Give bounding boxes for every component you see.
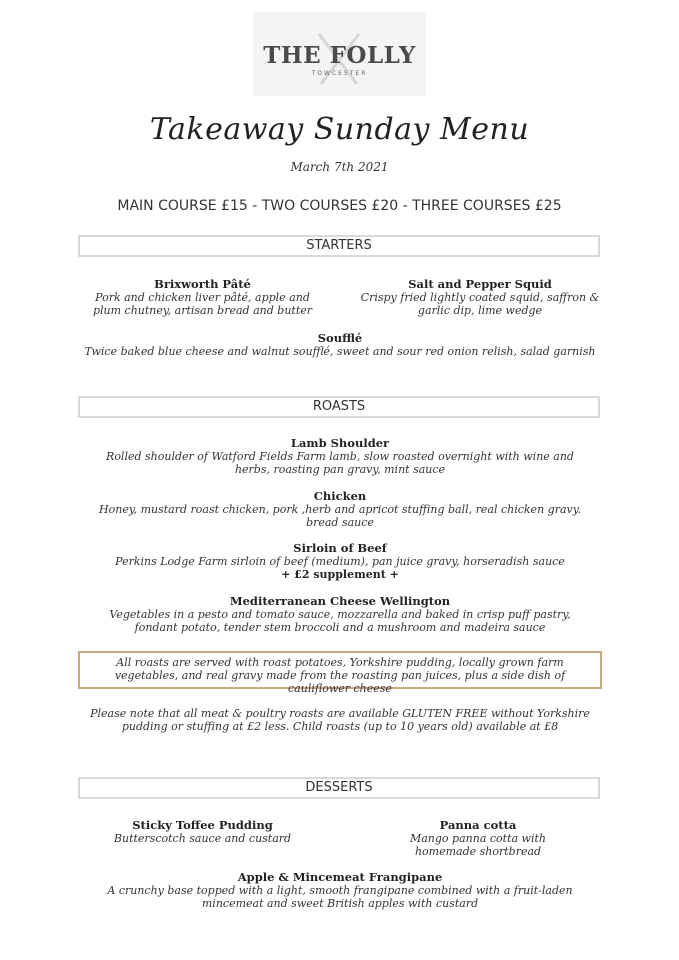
dish-description: Mango panna cotta with homemade shortbread [409, 832, 546, 858]
supplement-note: + £2 supplement + [281, 568, 399, 581]
logo-name: THE FOLLY [263, 42, 416, 69]
section-header-roasts: ROASTS [78, 396, 600, 418]
dish-description: Pork and chicken liver pâté, apple and plum chutney, artisan bread and butter [92, 291, 313, 317]
gluten-free-note: Please note that all meat & poultry roasts are available GLUTEN FREE without Yorkshire pudding or stuffing at £2 less. Child roasts (up to 10 years old) available at £8 [90, 707, 590, 733]
dish-name: Sticky Toffee Pudding [132, 818, 273, 832]
dish-description: Rolled shoulder of Watford Fields Farm lamb, slow roasted overnight with wine and herbs, roasting pan gravy, mint sauce [106, 450, 574, 476]
dish-name: Chicken [313, 489, 367, 503]
dish-name: Apple & Mincemeat Frangipane [237, 870, 443, 884]
dish-description: A crunchy base topped with a light, smooth frangipane combined with a fruit-laden mincemeat and sweet British apples with custard [107, 884, 573, 910]
dish-description: Twice baked blue cheese and walnut soufflé, sweet and sour red onion relish, salad garnish [84, 345, 596, 358]
dish-lamb-shoulder [95, 437, 585, 476]
dish-description: Crispy fried lightly coated squid, saffron & garlic dip, lime wedge [360, 291, 600, 317]
dish-description: Perkins Lodge Farm sirloin of beef (medium), pan juice gravy, horseradish sauce [115, 555, 565, 568]
dish-description: Honey, mustard roast chicken, pork ,herb and apricot stuffing ball, real chicken gravy. bread sauce [99, 503, 581, 529]
dish-name: Brixworth Pâté [154, 277, 251, 291]
dish-name: Panna cotta [439, 818, 517, 832]
menu-title: Takeaway Sunday Menu [149, 112, 530, 147]
dish-name: Lamb Shoulder [290, 436, 390, 450]
logo-location: TOWCESTER [311, 70, 368, 77]
dish-souffle [70, 332, 610, 358]
dish-name: Salt and Pepper Squid [408, 277, 552, 291]
dish-chicken [95, 490, 585, 529]
roasts-accompaniment-note: All roasts are served with roast potatoes, Yorkshire pudding, locally grown farm vegetables, and real gravy made from the roasting pan juices, plus a side dish of cauliflower cheese [78, 651, 602, 689]
dish-description: Butterscotch sauce and custard [113, 832, 292, 845]
dish-description: Vegetables in a pesto and tomato sauce, mozzarella and baked in crisp puff pastry, fondant potato, tender stem broccoli and a mushroom and madeira sauce [109, 608, 571, 634]
menu-date: March 7th 2021 [290, 160, 389, 174]
section-header-desserts: DESSERTS [78, 777, 600, 799]
dish-name: Soufflé [317, 331, 363, 345]
section-header-starters: STARTERS [78, 235, 600, 257]
price-line: MAIN COURSE £15 - TWO COURSES £20 - THREE COURSES £25 [117, 198, 562, 214]
dish-panna-cotta [378, 819, 578, 858]
dish-name: Mediterranean Cheese Wellington [229, 594, 451, 608]
dish-salt-pepper-squid [360, 278, 600, 317]
dish-cheese-wellington [95, 595, 585, 634]
dish-name: Sirloin of Beef [293, 541, 387, 555]
dish-brixworth-pate [85, 278, 320, 317]
dish-sticky-toffee-pudding [100, 819, 305, 845]
logo [253, 12, 426, 96]
dish-apple-frangipane [80, 871, 600, 910]
dish-sirloin-beef [95, 542, 585, 581]
